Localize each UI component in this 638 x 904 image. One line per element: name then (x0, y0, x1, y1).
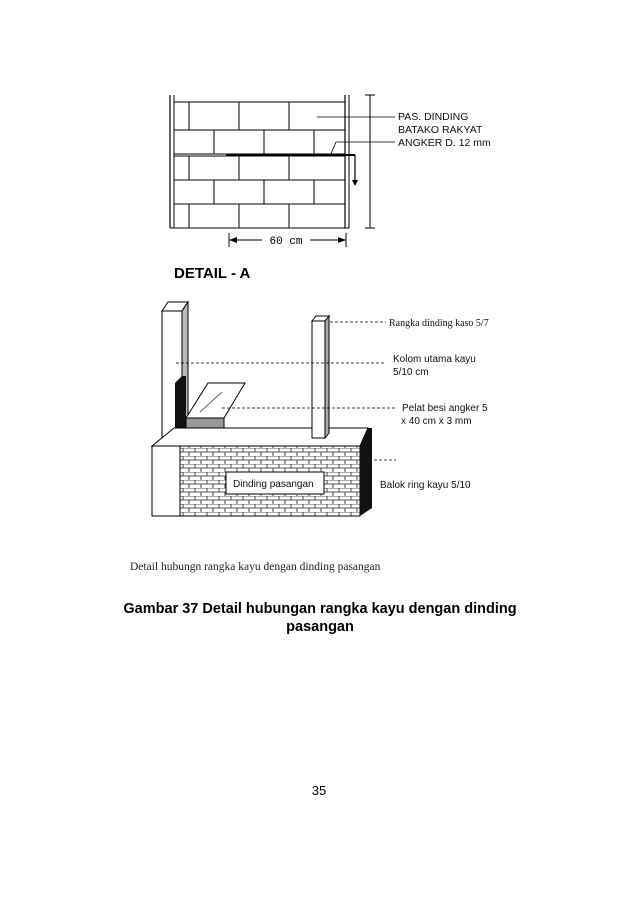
label-kolom-utama: Kolom utama kayu (393, 354, 476, 365)
figure-subcaption: Detail hubungn rangka kayu dengan dinding pasangan (130, 561, 381, 573)
label-pas-dinding: PAS. DINDING (398, 111, 469, 123)
label-angker: ANGKER D. 12 mm (398, 137, 491, 149)
label-batako-rakyat: BATAKO RAKYAT (398, 124, 483, 136)
label-pelat-size: x 40 cm x 3 mm (401, 416, 472, 427)
label-rangka-dinding: Rangka dinding kaso 5/7 (389, 318, 489, 329)
page-number: 35 (311, 783, 327, 798)
block-wall-drawing (170, 95, 395, 247)
label-pelat-besi: Pelat besi angker 5 (402, 403, 488, 414)
label-kolom-size: 5/10 cm (393, 367, 429, 378)
detail-title: DETAIL - A (174, 265, 251, 282)
label-dinding-pasangan: Dinding pasangan (233, 479, 314, 490)
figure-caption (95, 600, 545, 636)
dimension-60cm: 60 cm (269, 236, 303, 248)
caption-line-2: pasangan (286, 619, 354, 635)
caption-line-1: Gambar 37 Detail hubungan rangka kayu dengan dinding (123, 601, 517, 617)
label-balok-ring: Balok ring kayu 5/10 (380, 480, 471, 491)
